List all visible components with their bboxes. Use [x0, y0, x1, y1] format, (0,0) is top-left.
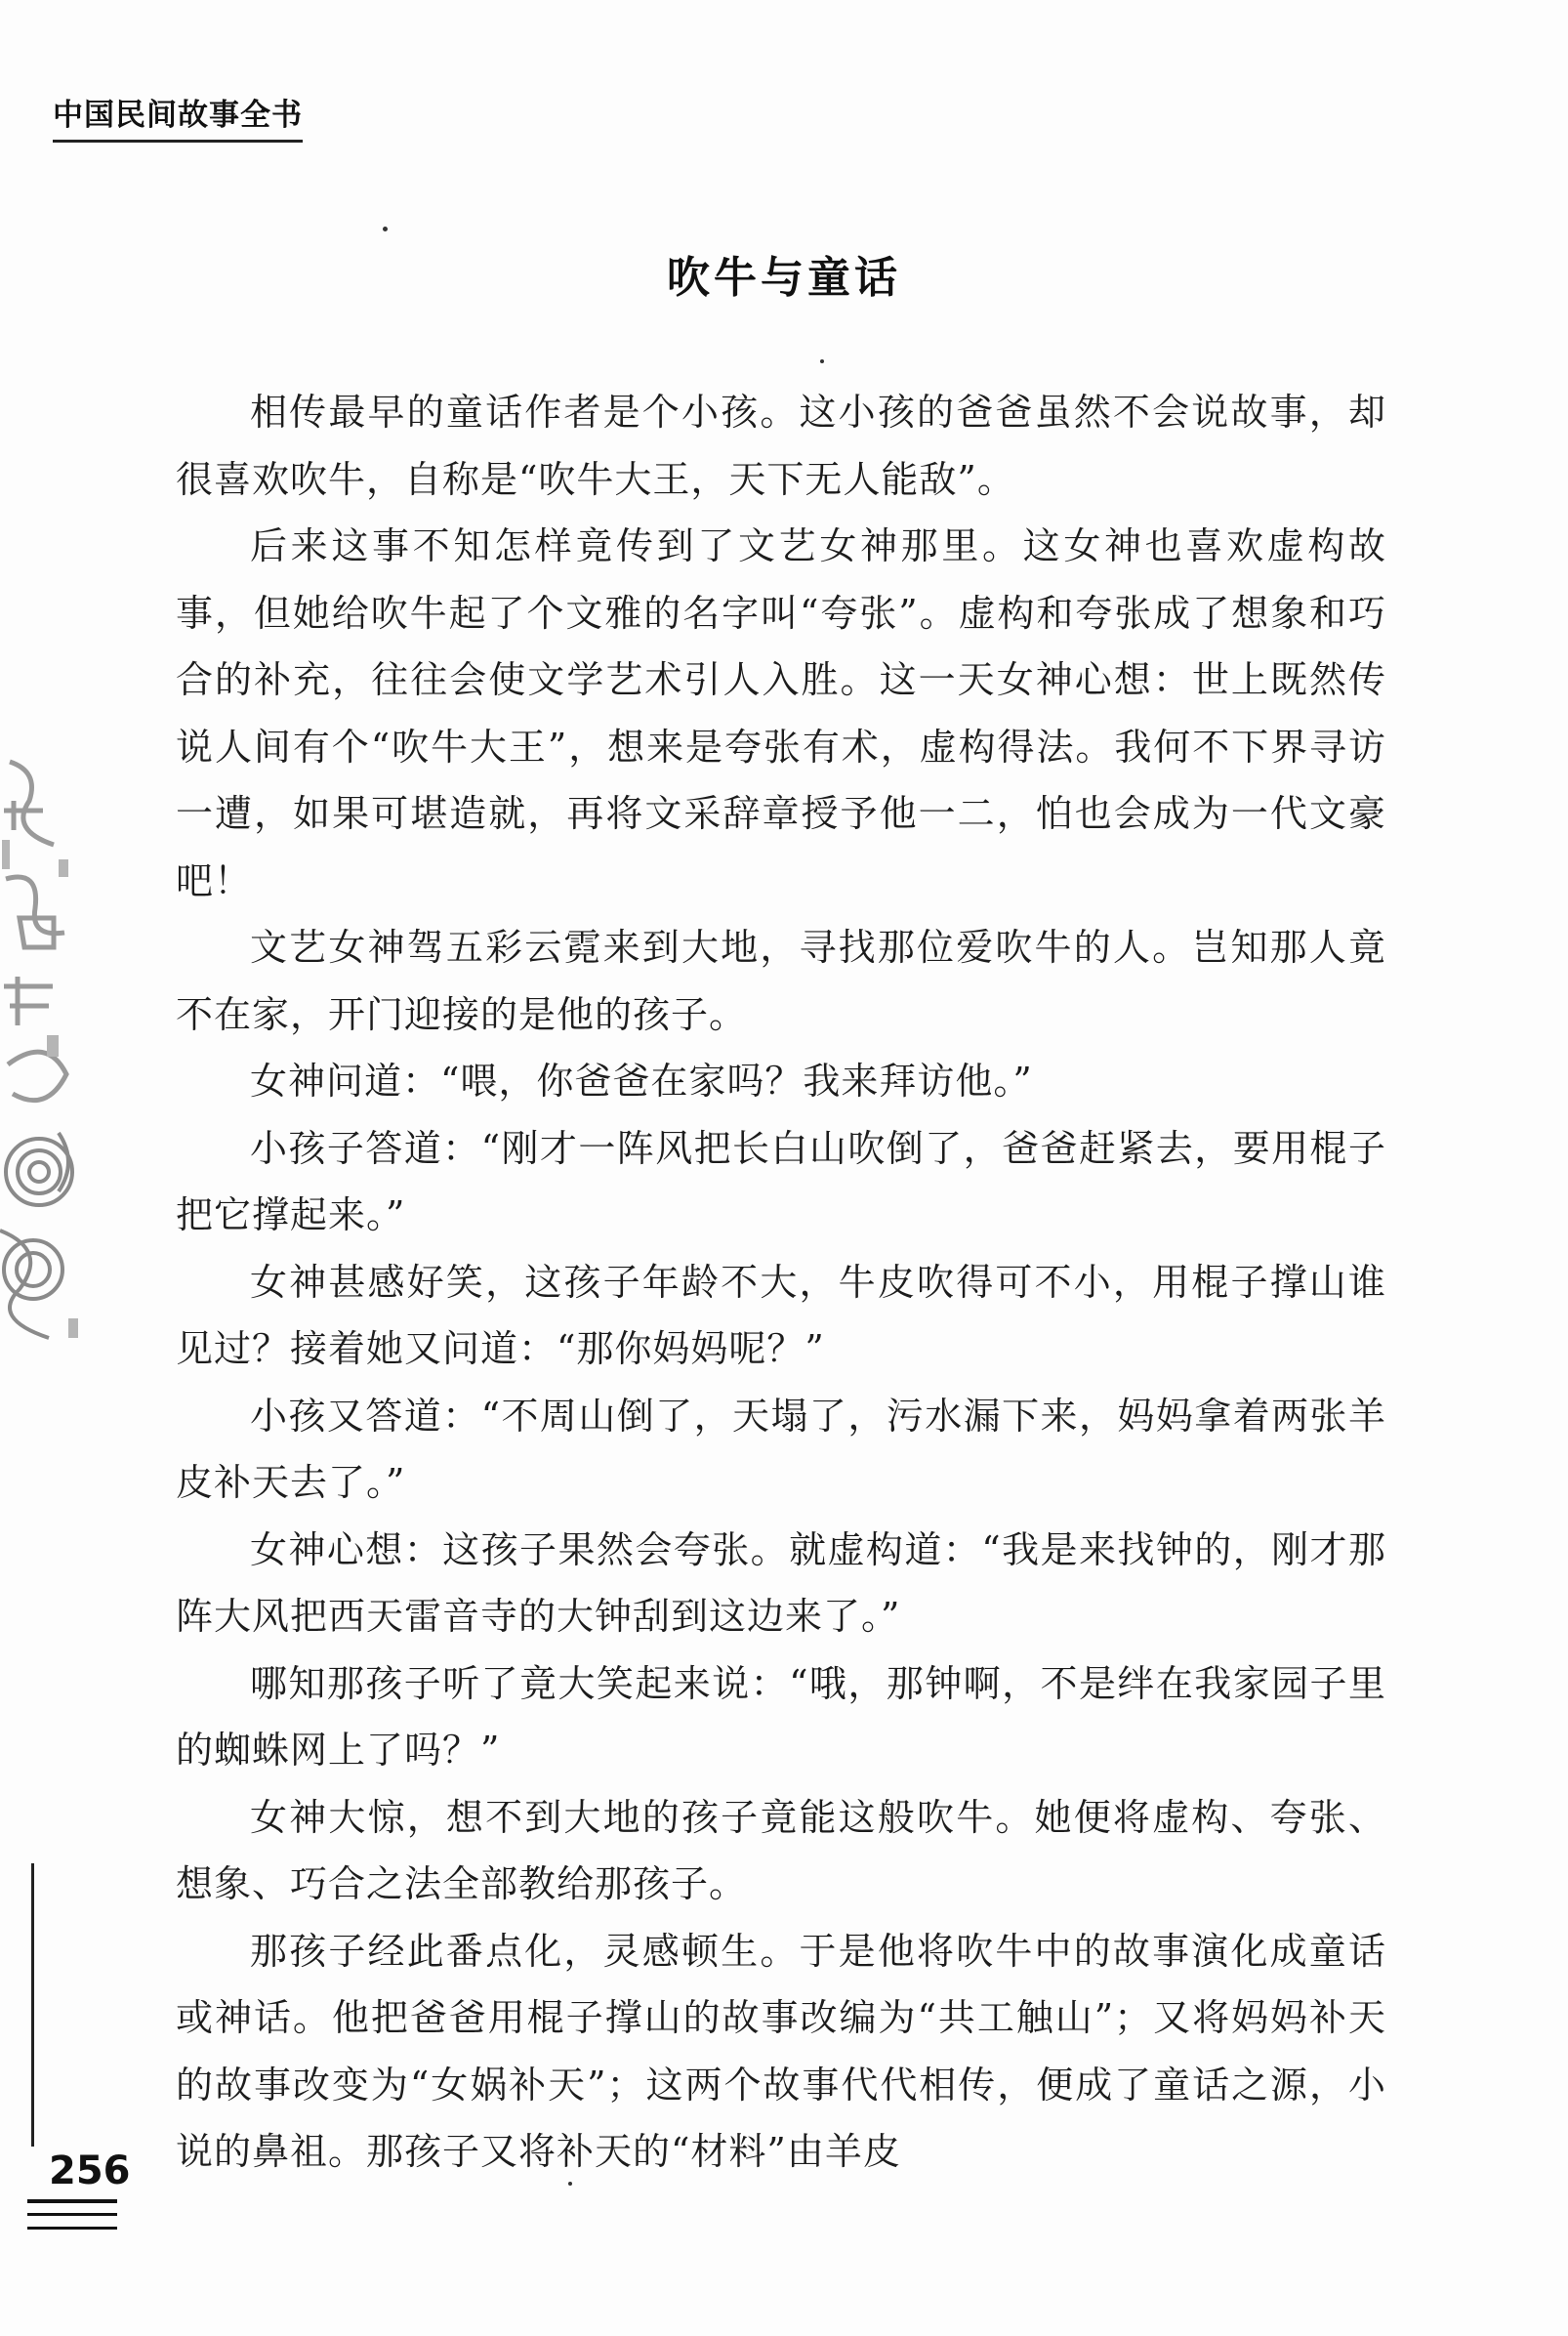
paragraph: 小孩子答道：“刚才一阵风把长白山吹倒了，爸爸赶紧去，要用棍子把它撑起来。” [176, 1126, 1386, 1236]
ornament-graphic [0, 742, 90, 1348]
running-head: 中国民间故事全书 [53, 90, 303, 143]
paragraph: 女神问道：“喂，你爸爸在家吗？我来拜访他。” [250, 1060, 1033, 1103]
page-number-rule [27, 2227, 117, 2230]
paragraph: 小孩又答道：“不周山倒了，天塌了，污水漏下来，妈妈拿着两张羊皮补天去了。” [176, 1394, 1386, 1504]
page-number-rule [27, 2199, 117, 2203]
margin-ornament [0, 742, 90, 1348]
paragraph: 女神大惊，想不到大地的孩子竟能这般吹牛。她便将虚构、夸张、想象、巧合之法全部教给那孩子。 [176, 1795, 1386, 1905]
stray-mark [383, 227, 388, 231]
page-number-rule [27, 2213, 117, 2216]
paragraph: 哪知那孩子听了竟大笑起来说：“哦，那钟啊，不是绊在我家园子里的蜘蛛网上了吗？” [176, 1661, 1386, 1772]
paragraph: 相传最早的童话作者是个小孩。这小孩的爸爸虽然不会说故事，却很喜欢吹牛，自称是“吹牛大王，天下无人能敌”。 [176, 391, 1386, 501]
page-number: 256 [49, 2148, 131, 2193]
paragraph: 女神甚感好笑，这孩子年龄不大，牛皮吹得可不小，用棍子撑山谁见过？接着她又问道：“那你妈妈呢？” [176, 1260, 1386, 1370]
story-body [176, 379, 1386, 2186]
stray-mark [820, 359, 824, 363]
margin-rule [31, 1863, 34, 2147]
paragraph: 文艺女神驾五彩云霓来到大地，寻找那位爱吹牛的人。岂知那人竟不在家，开门迎接的是他的孩子。 [176, 926, 1386, 1036]
paragraph: 那孩子经此番点化，灵感顿生。于是他将吹牛中的故事演化成童话或神话。他把爸爸用棍子撑山的故事改编为“共工触山”；又将妈妈补天的故事改变为“女娲补天”；这两个故事代代相传，便成了童话之源，小说的鼻祖。那孩子又将补天的“材料”由羊皮 [176, 1929, 1386, 2173]
paragraph: 后来这事不知怎样竟传到了文艺女神那里。这女神也喜欢虚构故事，但她给吹牛起了个文雅的名字叫“夸张”。虚构和夸张成了想象和巧合的补充，往往会使文学艺术引人入胜。这一天女神心想：世上既然传说人间有个“吹牛大王”，想来是夸张有术，虚构得法。我何不下界寻访一遭，如果可堪造就，再将文采辞章授予他一二，怕也会成为一代文豪吧！ [176, 524, 1386, 902]
story-title: 吹牛与童话 [667, 253, 901, 303]
paragraph: 女神心想：这孩子果然会夸张。就虚构道：“我是来找钟的，刚才那阵大风把西天雷音寺的大钟刮到这边来了。” [176, 1527, 1386, 1638]
